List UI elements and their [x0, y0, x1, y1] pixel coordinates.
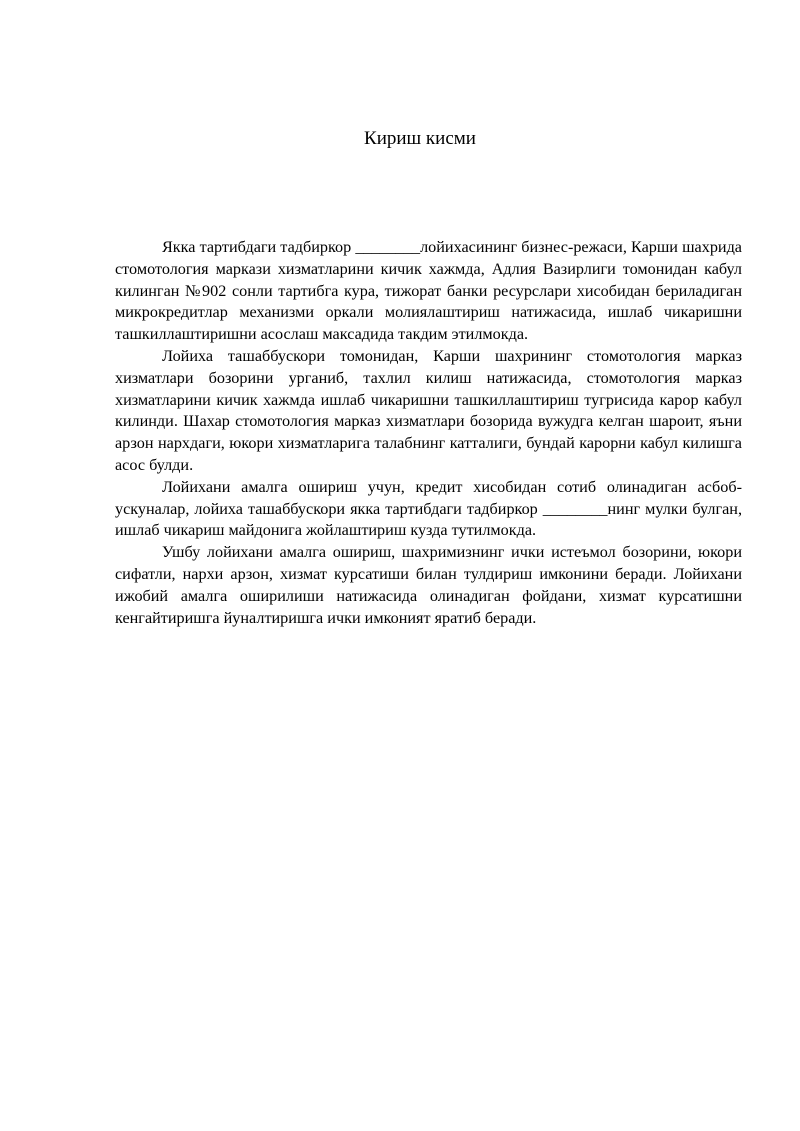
paragraph-2: Лойиха ташаббускори томонидан, Карши шахрининг стомотология марказ хизматлари бозорини урганиб, тахлил килиш натижасида, стомотология марказ хизматларини кичик хажмда ишлаб чикаришни ташкиллаштириш тугрисида карор кабул килинди. Шахар стомотология марказ хизматлари бозорида вужудга келган шароит, яъни арзон нархдаги, юкори хизматларига талабнинг катталиги, бундай карорни кабул килишга асос булди.: [115, 346, 742, 474]
paragraph-3: Лойихани амалга ошириш учун, кредит хисобидан сотиб олинадиган асбоб-ускуналар, лойиха ташаббускори якка тартибдаги тадбиркор ________нинг мулки булган, ишлаб чикариш майдонига жойлаштириш кузда тутилмокда.: [115, 477, 742, 540]
paragraph-4: Ушбу лойихани амалга ошириш, шахримизнинг ички истеъмол бозорини, юкори сифатли, нархи арзон, хизмат курсатиши билан тулдириш имконини беради. Лойихани ижобий амалга оширилиши натижасида олинадиган фойдани, хизмат курсатишни кенгайтиришга йуналтиришга ички имконият яратиб беради.: [115, 543, 742, 627]
paragraph-1: Якка тартибдаги тадбиркор ________лойихасининг бизнес-режаси, Карши шахрида стомотология маркази хизматларини кичик хажмда, Адлия Вазирлиги томонидан кабул килинган №902 сонли тартибга кура, тижорат банки ресурслари хисобидан бериладиган микрокредитлар механизми оркали молиялаштириш натижасида, ишлаб чикаришни ташкиллаштиришни асослаш максадида такдим этилмокда.: [115, 238, 742, 344]
document-body: [115, 237, 742, 629]
document-title: Кириш кисми: [364, 128, 476, 149]
